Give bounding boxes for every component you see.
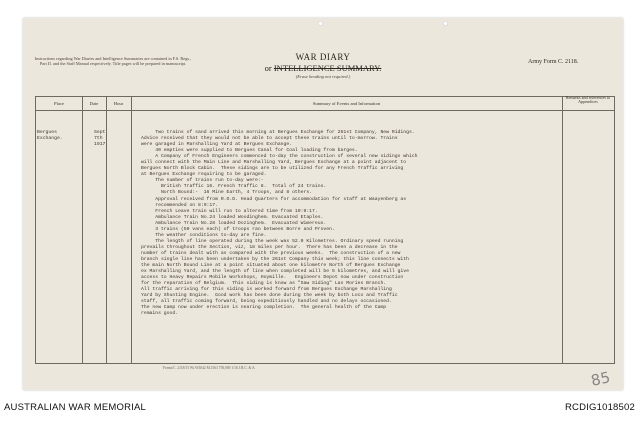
diary-page	[23, 18, 623, 390]
summary-line: Yard by Shunting Engine. Good work has been done during the week by both Loco and Traffic	[141, 293, 398, 299]
summary-line: British Traffic 16. French Traffic 8. Total of 24 trains.	[141, 184, 327, 190]
summary-line: branch single line has been undertaken by the 261st Company this week; this line connects with	[141, 256, 409, 262]
summary-line: will connect with the Main Line and Marshalling Yard, Bergues Exchange at a point adjacent to	[141, 160, 407, 166]
summary-line: A Company of French Engineers commenced to-day the construction of several new sidings which	[141, 154, 418, 160]
summary-line: 40 empties were supplied to Bergues Canal for Coal loading from barges.	[141, 148, 358, 154]
place-line: Bergues	[37, 130, 57, 135]
summary-line: Two trains of sand arrived this morning at Bergues Exchange for 261st Company, New Ridings.	[141, 130, 415, 135]
summary-line: The new Camp now under erection is nearing completion. The general health of the Camp	[141, 305, 387, 311]
page-title: WAR DIARY	[295, 52, 351, 62]
summary-line: Bergues North Block Cabin. These sidings are to be utilized for any French Traffic arriving	[141, 166, 404, 172]
printer-imprint: Forms/C. 2118/15 Wt.W3042 M.1563 750,000 1/16 J.B.C. & A.	[163, 366, 256, 370]
summary-line: access to Heavy Repairs Mobile Workshops, Hoymille. Engineers Depot now under construction	[141, 275, 404, 281]
summary-line: for the reparation of Belgium. This siding is know as "Saw Siding" Las Mories Branch.	[141, 281, 387, 287]
army-form-number: Army Form C. 2118.	[528, 59, 579, 65]
entry-summary-text	[141, 130, 553, 317]
summary-line: Ambulance Train No.28 loaded Dozinghem. Evacuated Wimereux.	[141, 220, 327, 226]
punch-hole	[443, 21, 448, 26]
entry-date	[94, 130, 116, 148]
summary-line: Advice received that they would not be able to accept these trains until to-morrow. Trains	[141, 136, 398, 142]
summary-line: remains good.	[141, 311, 179, 317]
punch-hole	[318, 21, 323, 26]
col-header-date: Date	[89, 101, 99, 106]
subtitle-or: or	[264, 63, 272, 73]
summary-line: The number of trains run to-day were:-	[141, 178, 264, 184]
instructions-note: Instructions regarding War Diaries and Intelligence Summaries are contained in F.S. Regs., Part II. and the Staff Manual respectively. Title pages will be prepared in manuscript.	[34, 56, 192, 67]
summary-line: number of trains dealt with as compared with the previous weeks. The construction of a new	[141, 250, 401, 256]
col-header-summary: Summary of Events and Information	[312, 101, 381, 106]
handwritten-margin-mark: 85	[589, 368, 612, 390]
place-line: Exchange.	[37, 136, 63, 142]
footer-archive-name: AUSTRALIAN WAR MEMORIAL	[4, 402, 147, 413]
column-divider	[82, 97, 83, 363]
date-line: 7th	[94, 136, 103, 142]
summary-line: The length of line operated during the week was 52.0 Kilometres. Ordinary speed running	[141, 238, 404, 244]
erase-note: (Erase heading not required.)	[295, 74, 351, 79]
summary-line: Ambulance Train No.24 loaded Woodinghem. Evacuated Etaples.	[141, 214, 324, 220]
header-divider	[36, 110, 614, 111]
entry-place	[37, 130, 81, 142]
summary-line: at Bergues Exchange requiring to be garaged.	[141, 172, 267, 178]
summary-line: 3 trains (50 vans each) of troops ran between Borre and Proven.	[141, 226, 335, 232]
summary-line: the main North Bound Line at a point situated about one kilometre North of Bergues Exchange	[141, 263, 401, 269]
summary-line: staff, all traffic coming forward, being expeditiously handled and no delays occasioned.	[141, 299, 392, 305]
date-line: Sept	[94, 130, 106, 135]
col-header-remarks: Remarks and references to Appendices	[565, 95, 611, 105]
summary-line: French Leave train will run to altered time from 10:9:17.	[141, 208, 318, 214]
summary-line: Approval received from R.O.D. Head Quarters for accommodation for staff at Waayenberg as	[141, 196, 407, 202]
column-divider	[562, 97, 563, 363]
date-line: 1917	[94, 142, 106, 148]
column-divider	[131, 97, 132, 363]
summary-line: recommended on 8:9:17.	[141, 202, 218, 208]
summary-line: The weather conditions to-day are fine.	[141, 232, 267, 238]
subtitle-struck: INTELLIGENCE SUMMARY.	[273, 63, 382, 73]
summary-line: North Bound:- 16 Mine Earth, 4 Troops, and 8 others.	[141, 190, 313, 196]
summary-line: were garaged in Marshalling Yard at Bergues Exchange.	[141, 142, 293, 148]
summary-line: prevails throughout the Section, viz, 18 miles per hour. There has been a decrease in the	[141, 244, 398, 250]
col-header-hour: Hour	[113, 101, 124, 106]
summary-line: All traffic arriving for this siding is worked forward from Bergues Exchange Marshalling	[141, 287, 392, 293]
summary-line: ex Marshalling Yard, and the length of line when completed will be 5 kilometres, and will give	[141, 269, 409, 275]
footer-record-id: RCDIG1018502	[565, 402, 635, 413]
col-header-place: Place	[54, 101, 64, 106]
